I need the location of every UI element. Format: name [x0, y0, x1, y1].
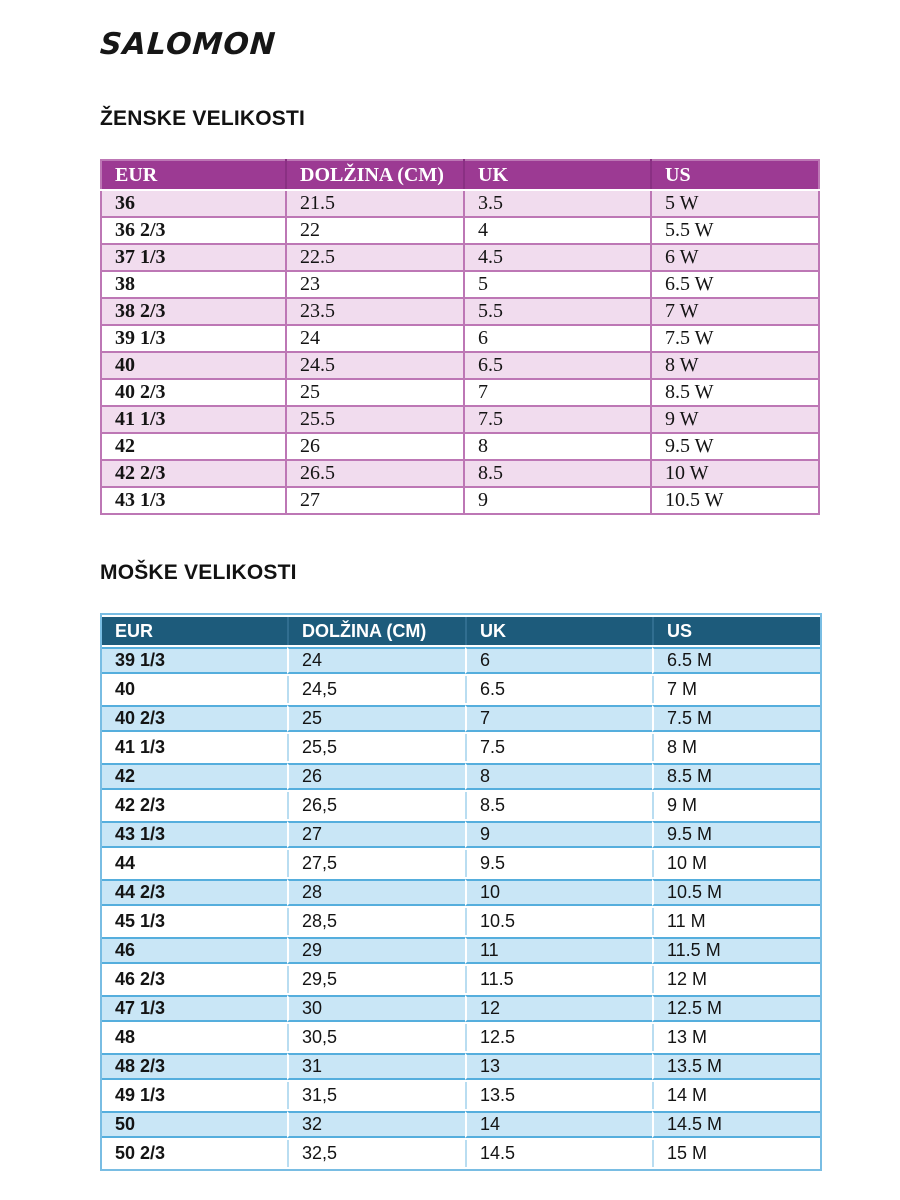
men-col-header-length: DOLŽINA (CM): [287, 617, 465, 645]
table-cell: 37 1/3: [101, 244, 286, 271]
table-cell: 39 1/3: [102, 647, 287, 674]
table-row: [102, 1024, 820, 1051]
table-cell: 15 M: [652, 1140, 820, 1167]
table-cell: 3.5: [464, 190, 651, 217]
table-cell: 40 2/3: [102, 705, 287, 732]
men-size-table: [100, 613, 822, 1171]
table-row: [102, 1111, 820, 1138]
table-row: [102, 792, 820, 819]
table-cell: 47 1/3: [102, 995, 287, 1022]
table-cell: 31: [287, 1053, 465, 1080]
table-cell: 23.5: [286, 298, 464, 325]
table-cell: 24: [287, 647, 465, 674]
table-row: [101, 460, 819, 487]
table-cell: 46: [102, 937, 287, 964]
table-row: [101, 271, 819, 298]
table-row: [101, 244, 819, 271]
table-row: [101, 406, 819, 433]
table-row: [101, 217, 819, 244]
salomon-logo: SALOMON: [99, 27, 278, 62]
table-cell: 26.5: [286, 460, 464, 487]
table-cell: 9.5 W: [651, 433, 819, 460]
table-cell: 11.5: [465, 966, 652, 993]
table-cell: 12.5 M: [652, 995, 820, 1022]
table-cell: 9 W: [651, 406, 819, 433]
table-cell: 6: [464, 325, 651, 352]
table-cell: 5.5 W: [651, 217, 819, 244]
table-row: [102, 734, 820, 761]
table-cell: 28,5: [287, 908, 465, 935]
women-col-header-length: DOLŽINA (CM): [286, 160, 464, 190]
table-cell: 8.5 W: [651, 379, 819, 406]
table-cell: 39 1/3: [101, 325, 286, 352]
table-cell: 40: [102, 676, 287, 703]
table-cell: 42 2/3: [102, 792, 287, 819]
table-row: [102, 821, 820, 848]
table-cell: 25: [286, 379, 464, 406]
table-cell: 13 M: [652, 1024, 820, 1051]
table-cell: 8.5 M: [652, 763, 820, 790]
table-cell: 4: [464, 217, 651, 244]
table-cell: 7 M: [652, 676, 820, 703]
table-cell: 27: [286, 487, 464, 514]
table-row: [102, 937, 820, 964]
table-row: [102, 879, 820, 906]
table-cell: 12 M: [652, 966, 820, 993]
table-cell: 8: [465, 763, 652, 790]
table-cell: 9.5 M: [652, 821, 820, 848]
table-cell: 44: [102, 850, 287, 877]
table-cell: 48 2/3: [102, 1053, 287, 1080]
table-row: [102, 1140, 820, 1167]
table-cell: 41 1/3: [101, 406, 286, 433]
table-cell: 23: [286, 271, 464, 298]
table-cell: 40: [101, 352, 286, 379]
table-cell: 42: [102, 763, 287, 790]
table-cell: 11.5 M: [652, 937, 820, 964]
table-row: [102, 647, 820, 674]
table-cell: 5 W: [651, 190, 819, 217]
table-cell: 4.5: [464, 244, 651, 271]
table-cell: 36: [101, 190, 286, 217]
table-cell: 8: [464, 433, 651, 460]
table-cell: 22.5: [286, 244, 464, 271]
table-cell: 40 2/3: [101, 379, 286, 406]
table-cell: 6: [465, 647, 652, 674]
table-cell: 50 2/3: [102, 1140, 287, 1167]
table-row: [101, 298, 819, 325]
table-cell: 13.5 M: [652, 1053, 820, 1080]
table-cell: 27: [287, 821, 465, 848]
table-cell: 14.5: [465, 1140, 652, 1167]
table-cell: 7.5 M: [652, 705, 820, 732]
table-cell: 5.5: [464, 298, 651, 325]
table-row: [102, 1082, 820, 1109]
table-cell: 7: [464, 379, 651, 406]
table-cell: 43 1/3: [102, 821, 287, 848]
table-cell: 7.5 W: [651, 325, 819, 352]
table-cell: 8.5: [465, 792, 652, 819]
table-cell: 21.5: [286, 190, 464, 217]
table-cell: 10.5 M: [652, 879, 820, 906]
table-row: [101, 379, 819, 406]
table-cell: 10.5: [465, 908, 652, 935]
table-cell: 6.5 M: [652, 647, 820, 674]
table-cell: 25.5: [286, 406, 464, 433]
table-row: [101, 433, 819, 460]
table-cell: 14.5 M: [652, 1111, 820, 1138]
table-cell: 7.5: [464, 406, 651, 433]
table-row: [101, 352, 819, 379]
table-row: [102, 763, 820, 790]
table-cell: 43 1/3: [101, 487, 286, 514]
table-cell: 32: [287, 1111, 465, 1138]
table-cell: 14: [465, 1111, 652, 1138]
table-cell: 10: [465, 879, 652, 906]
women-col-header-eur: EUR: [101, 160, 286, 190]
table-cell: 9.5: [465, 850, 652, 877]
table-cell: 8 M: [652, 734, 820, 761]
table-cell: 11: [465, 937, 652, 964]
table-cell: 36 2/3: [101, 217, 286, 244]
table-cell: 24,5: [287, 676, 465, 703]
table-cell: 7.5: [465, 734, 652, 761]
table-cell: 12.5: [465, 1024, 652, 1051]
women-col-header-uk: UK: [464, 160, 651, 190]
table-cell: 9 M: [652, 792, 820, 819]
table-cell: 8 W: [651, 352, 819, 379]
table-cell: 49 1/3: [102, 1082, 287, 1109]
men-table-body: [102, 647, 820, 1167]
table-cell: 10.5 W: [651, 487, 819, 514]
table-cell: 26: [286, 433, 464, 460]
table-cell: 44 2/3: [102, 879, 287, 906]
women-size-table: [100, 159, 820, 515]
table-row: [102, 995, 820, 1022]
table-cell: 38 2/3: [101, 298, 286, 325]
men-table-header-row: [102, 617, 820, 645]
table-cell: 25,5: [287, 734, 465, 761]
table-cell: 46 2/3: [102, 966, 287, 993]
table-cell: 13: [465, 1053, 652, 1080]
table-cell: 9: [464, 487, 651, 514]
table-cell: 45 1/3: [102, 908, 287, 935]
table-cell: 6 W: [651, 244, 819, 271]
table-cell: 28: [287, 879, 465, 906]
table-row: [102, 705, 820, 732]
table-cell: 31,5: [287, 1082, 465, 1109]
table-cell: 50: [102, 1111, 287, 1138]
table-cell: 6.5 W: [651, 271, 819, 298]
table-cell: 26,5: [287, 792, 465, 819]
table-cell: 6.5: [464, 352, 651, 379]
table-cell: 11 M: [652, 908, 820, 935]
table-cell: 29: [287, 937, 465, 964]
table-cell: 48: [102, 1024, 287, 1051]
table-row: [102, 908, 820, 935]
table-cell: 30: [287, 995, 465, 1022]
table-cell: 24: [286, 325, 464, 352]
table-row: [102, 966, 820, 993]
table-cell: 13.5: [465, 1082, 652, 1109]
table-cell: 29,5: [287, 966, 465, 993]
table-cell: 25: [287, 705, 465, 732]
table-cell: 10 M: [652, 850, 820, 877]
table-cell: 38: [101, 271, 286, 298]
table-row: [102, 850, 820, 877]
table-row: [101, 487, 819, 514]
women-table-header-row: [101, 160, 819, 190]
table-cell: 42 2/3: [101, 460, 286, 487]
table-cell: 41 1/3: [102, 734, 287, 761]
table-cell: 32,5: [287, 1140, 465, 1167]
table-row: [101, 190, 819, 217]
table-cell: 7 W: [651, 298, 819, 325]
table-cell: 22: [286, 217, 464, 244]
women-col-header-us: US: [651, 160, 819, 190]
table-cell: 10 W: [651, 460, 819, 487]
table-cell: 42: [101, 433, 286, 460]
table-row: [102, 1053, 820, 1080]
table-cell: 12: [465, 995, 652, 1022]
men-col-header-eur: EUR: [102, 617, 287, 645]
women-table-body: [101, 190, 819, 514]
table-cell: 5: [464, 271, 651, 298]
table-cell: 26: [287, 763, 465, 790]
table-cell: 9: [465, 821, 652, 848]
women-section-title: ŽENSKE VELIKOSTI: [100, 107, 306, 130]
table-cell: 27,5: [287, 850, 465, 877]
table-row: [102, 676, 820, 703]
men-col-header-us: US: [652, 617, 820, 645]
men-col-header-uk: UK: [465, 617, 652, 645]
table-row: [101, 325, 819, 352]
table-cell: 6.5: [465, 676, 652, 703]
table-cell: 30,5: [287, 1024, 465, 1051]
table-cell: 8.5: [464, 460, 651, 487]
table-cell: 7: [465, 705, 652, 732]
men-section-title: MOŠKE VELIKOSTI: [100, 561, 297, 584]
table-cell: 24.5: [286, 352, 464, 379]
table-cell: 14 M: [652, 1082, 820, 1109]
